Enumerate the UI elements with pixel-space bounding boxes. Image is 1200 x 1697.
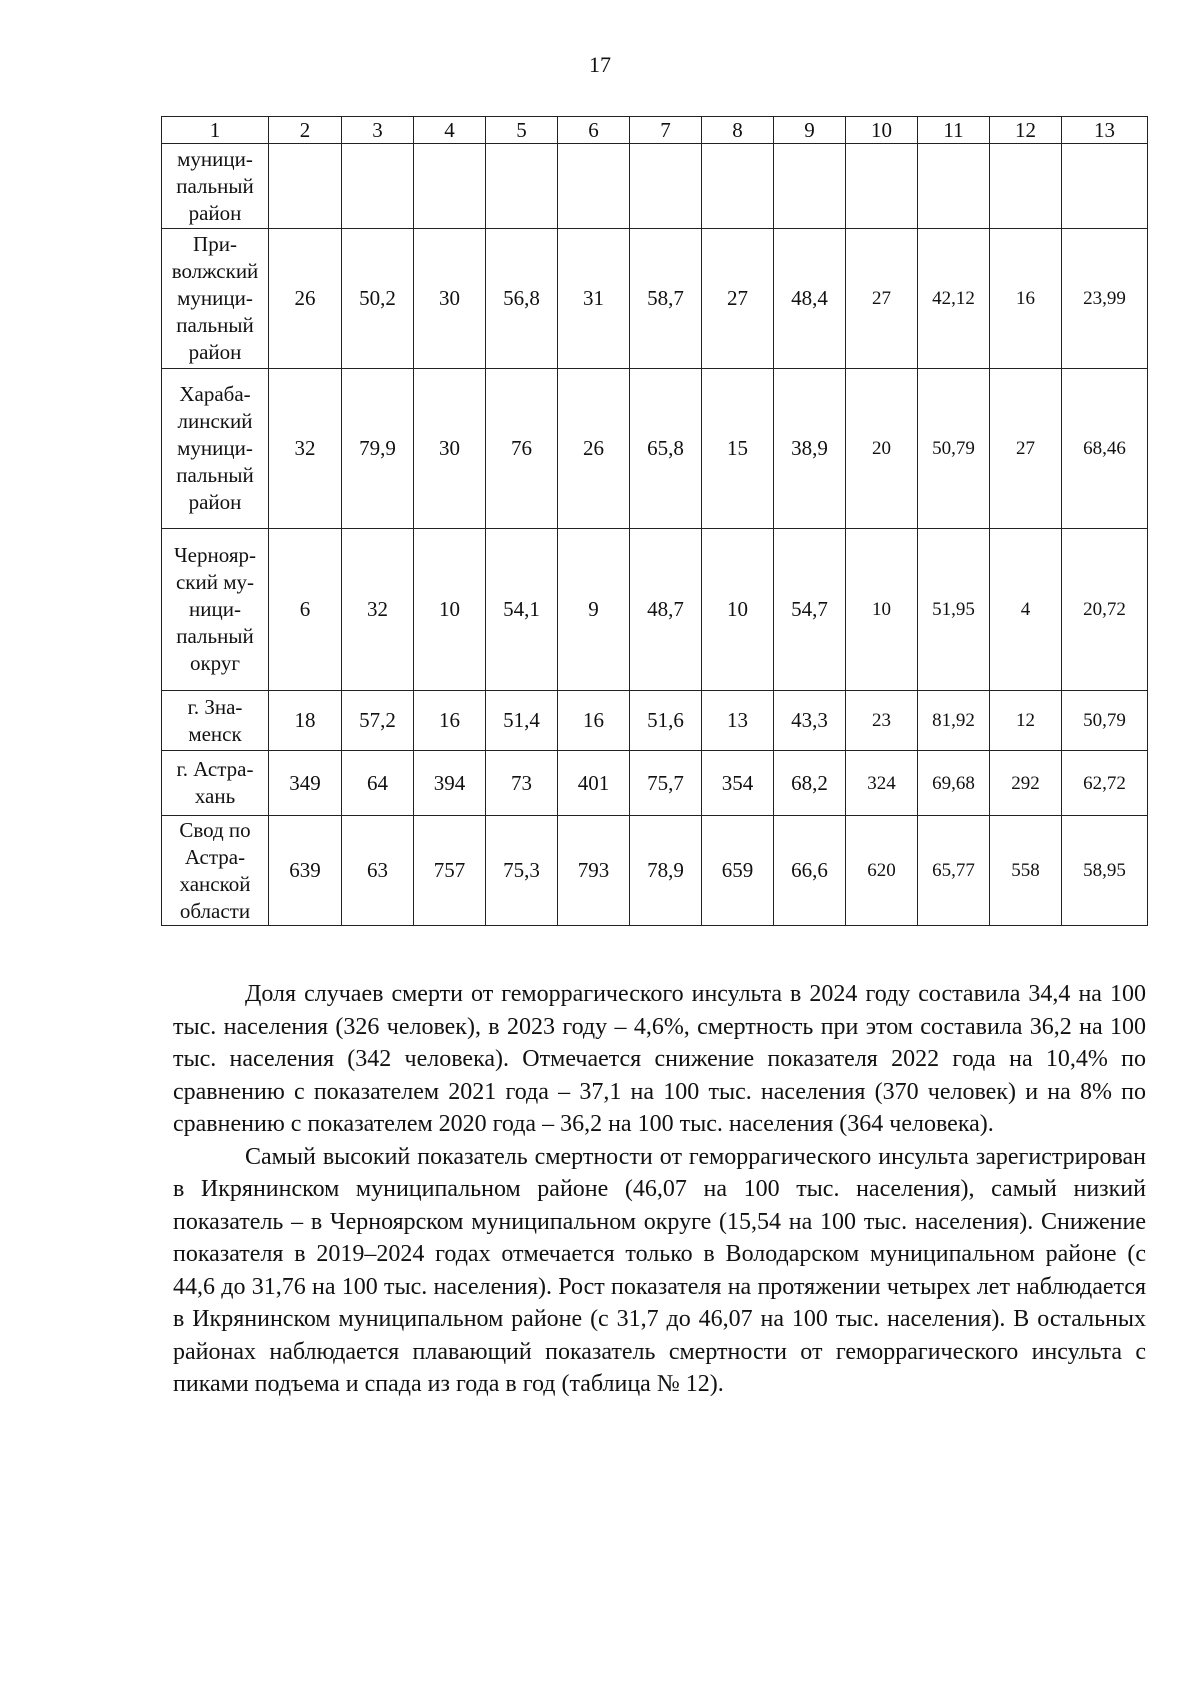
table-row xyxy=(162,751,1148,816)
table-row xyxy=(162,144,1148,229)
table-cell: 558 xyxy=(990,816,1062,926)
table-cell: 10 xyxy=(846,529,918,691)
page-number: 17 xyxy=(589,52,611,77)
column-header: 4 xyxy=(414,117,486,144)
table-row xyxy=(162,816,1148,926)
column-header: 10 xyxy=(846,117,918,144)
table-cell: 401 xyxy=(558,751,630,816)
table-cell: 639 xyxy=(269,816,342,926)
table-cell: 54,1 xyxy=(486,529,558,691)
table-cell: 54,7 xyxy=(774,529,846,691)
table-cell: 18 xyxy=(269,691,342,751)
table-cell xyxy=(918,144,990,229)
row-label: При- волжский муници- пальный район xyxy=(162,229,269,369)
table-cell: 27 xyxy=(702,229,774,369)
table-cell: 6 xyxy=(269,529,342,691)
table-cell: 16 xyxy=(990,229,1062,369)
table-cell xyxy=(558,144,630,229)
table-cell: 26 xyxy=(558,369,630,529)
table-cell xyxy=(990,144,1062,229)
table-cell: 20,72 xyxy=(1062,529,1148,691)
table-cell: 68,2 xyxy=(774,751,846,816)
row-label: муници- пальный район xyxy=(162,144,269,229)
table-cell: 324 xyxy=(846,751,918,816)
row-label: Чернояр- ский му- ници- пальный округ xyxy=(162,529,269,691)
table-cell: 349 xyxy=(269,751,342,816)
table-cell: 51,4 xyxy=(486,691,558,751)
table-cell: 78,9 xyxy=(630,816,702,926)
mortality-table xyxy=(161,116,1148,926)
table-cell: 9 xyxy=(558,529,630,691)
table-cell: 12 xyxy=(990,691,1062,751)
table-row xyxy=(162,529,1148,691)
table-cell: 58,95 xyxy=(1062,816,1148,926)
table-cell xyxy=(342,144,414,229)
table-cell: 38,9 xyxy=(774,369,846,529)
table-cell: 27 xyxy=(990,369,1062,529)
column-header: 2 xyxy=(269,117,342,144)
table-cell: 48,4 xyxy=(774,229,846,369)
column-header: 12 xyxy=(990,117,1062,144)
table-cell: 793 xyxy=(558,816,630,926)
table-cell: 27 xyxy=(846,229,918,369)
column-header: 1 xyxy=(162,117,269,144)
table-cell: 620 xyxy=(846,816,918,926)
table-cell: 68,46 xyxy=(1062,369,1148,529)
table-cell xyxy=(846,144,918,229)
table-cell: 75,3 xyxy=(486,816,558,926)
column-header: 11 xyxy=(918,117,990,144)
table-cell: 23 xyxy=(846,691,918,751)
table-cell: 30 xyxy=(414,369,486,529)
table-cell xyxy=(486,144,558,229)
table-cell: 394 xyxy=(414,751,486,816)
paragraph: Самый высокий показатель смертности от геморрагического инсульта зарегистрирован в Икрянинском муниципальном районе (46,07 на 100 тыс. населения), самый низкий показатель – в Черноярском муниципальном округе (15,54 на 100 тыс. населения). Снижение показателя в 2019–2024 годах отмечается только в Володарском муниципальном районе (с 44,6 до 31,76 на 100 тыс. населения). Рост показателя на протяжении четырех лет наблюдается в Икрянинском муниципальном районе (с 31,7 до 46,07 на 100 тыс. населения). В остальных районах наблюдается плавающий показатель смертности от геморрагического инсульта с пиками подъема и спада из года в год (таблица № 12). xyxy=(173,1143,1146,1397)
table-cell: 63 xyxy=(342,816,414,926)
table-cell: 79,9 xyxy=(342,369,414,529)
column-header: 3 xyxy=(342,117,414,144)
table-row xyxy=(162,229,1148,369)
table-cell: 30 xyxy=(414,229,486,369)
table-cell: 57,2 xyxy=(342,691,414,751)
table-cell: 15 xyxy=(702,369,774,529)
table-cell: 50,2 xyxy=(342,229,414,369)
column-header: 13 xyxy=(1062,117,1148,144)
table-row xyxy=(162,691,1148,751)
table-cell: 10 xyxy=(702,529,774,691)
table-cell: 354 xyxy=(702,751,774,816)
table-cell: 50,79 xyxy=(918,369,990,529)
row-label: г. Зна- менск xyxy=(162,691,269,751)
table-cell: 58,7 xyxy=(630,229,702,369)
table-cell: 26 xyxy=(269,229,342,369)
table-cell: 64 xyxy=(342,751,414,816)
table-cell: 23,99 xyxy=(1062,229,1148,369)
table-cell: 13 xyxy=(702,691,774,751)
table-cell: 20 xyxy=(846,369,918,529)
table-cell xyxy=(414,144,486,229)
table-cell: 43,3 xyxy=(774,691,846,751)
table-cell: 757 xyxy=(414,816,486,926)
row-label: г. Астра- хань xyxy=(162,751,269,816)
table-cell xyxy=(702,144,774,229)
body-text xyxy=(173,978,1146,1401)
table-cell: 51,95 xyxy=(918,529,990,691)
row-label: Свод по Астра- ханской области xyxy=(162,816,269,926)
table-cell: 66,6 xyxy=(774,816,846,926)
table-header-row xyxy=(162,117,1148,144)
table-cell: 16 xyxy=(558,691,630,751)
column-header: 6 xyxy=(558,117,630,144)
table-cell: 75,7 xyxy=(630,751,702,816)
table-cell: 65,77 xyxy=(918,816,990,926)
table-cell xyxy=(630,144,702,229)
table-cell: 42,12 xyxy=(918,229,990,369)
column-header: 9 xyxy=(774,117,846,144)
table-cell: 62,72 xyxy=(1062,751,1148,816)
table-row xyxy=(162,369,1148,529)
row-label: Хараба- линский муници- пальный район xyxy=(162,369,269,529)
table-cell: 32 xyxy=(269,369,342,529)
table-cell: 76 xyxy=(486,369,558,529)
table-cell xyxy=(774,144,846,229)
table-cell xyxy=(1062,144,1148,229)
table-cell xyxy=(269,144,342,229)
table-cell: 65,8 xyxy=(630,369,702,529)
paragraph: Доля случаев смерти от геморрагического инсульта в 2024 году составила 34,4 на 100 тыс. населения (326 человек), в 2023 году – 4,6%, смертность при этом составила 36,2 на 100 тыс. населения (342 человека). Отмечается снижение показателя 2022 года на 10,4% по сравнению с показателем 2021 года – 37,1 на 100 тыс. населения (370 человек) и на 8% по сравнению с показателем 2020 года – 36,2 на 100 тыс. населения (364 человека). xyxy=(173,981,1146,1137)
table-cell: 48,7 xyxy=(630,529,702,691)
column-header: 8 xyxy=(702,117,774,144)
table-cell: 56,8 xyxy=(486,229,558,369)
table-cell: 81,92 xyxy=(918,691,990,751)
table-cell: 292 xyxy=(990,751,1062,816)
table-cell: 73 xyxy=(486,751,558,816)
table-cell: 16 xyxy=(414,691,486,751)
column-header: 7 xyxy=(630,117,702,144)
table-cell: 69,68 xyxy=(918,751,990,816)
table-cell: 32 xyxy=(342,529,414,691)
column-header: 5 xyxy=(486,117,558,144)
table-cell: 659 xyxy=(702,816,774,926)
table-cell: 10 xyxy=(414,529,486,691)
table-cell: 51,6 xyxy=(630,691,702,751)
table-cell: 31 xyxy=(558,229,630,369)
table-cell: 50,79 xyxy=(1062,691,1148,751)
table-cell: 4 xyxy=(990,529,1062,691)
